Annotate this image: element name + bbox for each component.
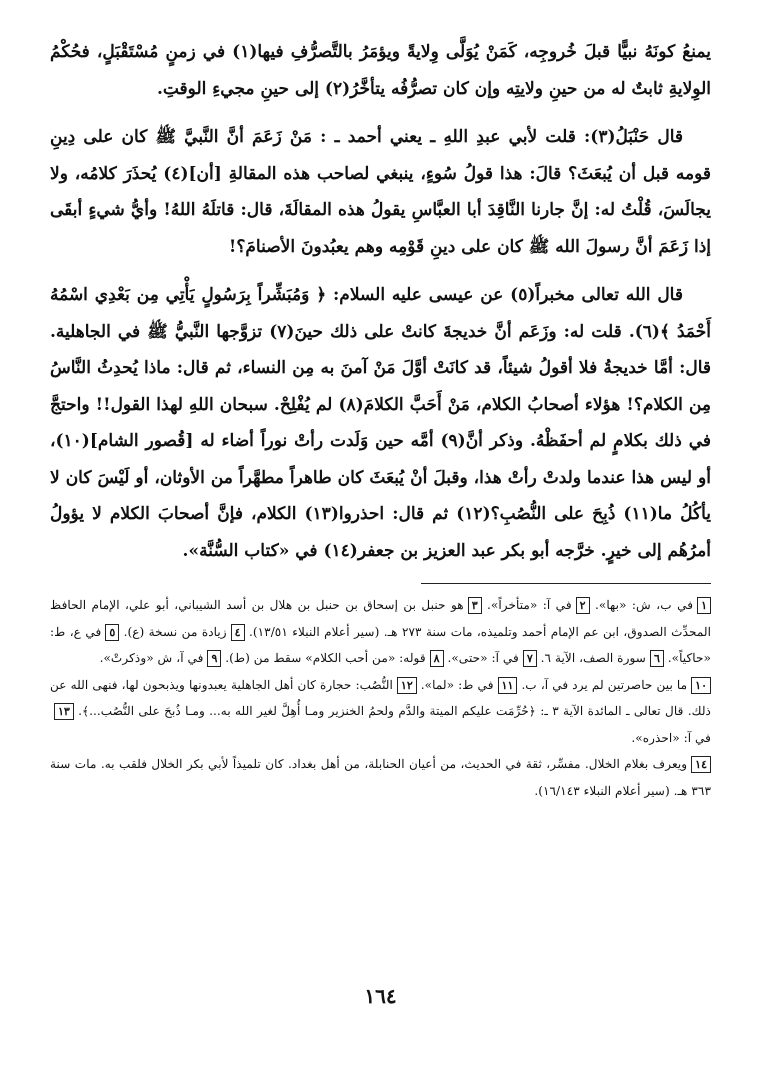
footnote-text: في ط: «لما». bbox=[420, 677, 494, 692]
footnote bbox=[100, 651, 222, 665]
footnote-number: ١٠ bbox=[691, 677, 711, 694]
footnote-number: ٨ bbox=[430, 650, 444, 667]
footnote-divider bbox=[421, 583, 711, 584]
footnote-number: ١٣ bbox=[54, 703, 74, 720]
footnote-text: سورة الصف، الآية ٦. bbox=[540, 651, 646, 665]
footnote-number: ١١ bbox=[498, 677, 518, 694]
footnote-text: زيادة من نسخة (ع). bbox=[123, 624, 227, 639]
footnote bbox=[50, 757, 711, 798]
footnote-text: هو حنبل بن إسحاق بن حنبل بن هلال بن أسد الشيباني، أبو علي، الإمام الحافظ المحدِّث الصدوق، ابن عم الإمام أحمد وتلميذه، مات سنة ٢٧٣ هـ. (سير أعلام النبلاء ١٣/٥١). bbox=[50, 598, 711, 639]
footnote-text: في ع، ط: «حاكياً». bbox=[50, 624, 711, 665]
footnote bbox=[221, 651, 443, 665]
footnote-number: ٩ bbox=[207, 650, 221, 667]
footnote bbox=[444, 651, 537, 665]
footnote bbox=[590, 598, 711, 612]
footnote-number: ١٢ bbox=[397, 677, 417, 694]
page-number: ١٦٤ bbox=[364, 984, 397, 1008]
footnote bbox=[537, 651, 664, 665]
footnote bbox=[417, 678, 518, 692]
footnote-text: ما بين حاصرتين لم يرد في آ، ب. bbox=[521, 677, 688, 692]
footnote-text: قوله: «من أحب الكلام» سقط من (ط). bbox=[225, 651, 426, 665]
footnote-number: ١ bbox=[697, 597, 711, 614]
footnote-text: النُّصُب: حجارة كان أهل الجاهلية يعبدونها ويذبحون لها، فنهى الله عن ذلك. قال تعالى ـ المائدة الآية ٣ ـ: ﴿حُرِّمَت عليكم الميتة والدَّم ولحمُ الخنزير ومـا أُهِلَّ لغير الله به... ومـا ذُبحَ على النُّصُب...﴾. bbox=[50, 677, 711, 718]
footnote bbox=[517, 678, 711, 692]
footnote-number: ١٤ bbox=[691, 756, 711, 773]
footnote bbox=[482, 598, 590, 612]
footnote-text: ويعرف بغلام الخلال. مفسِّر، ثقة في الحديث، من أعيان الحنابلة، من أهل بغداد. كان تلميذاً لأبي بكر الخلال فلقب به. مات سنة ٣٦٣ هـ. (سير أعلام النبلاء ١٦/١٤٣). bbox=[50, 757, 711, 798]
footnote-text: في آ: «متأخراً». bbox=[487, 598, 572, 612]
main-paragraph: يمنعُ كونَهُ نبيًّا قبلَ خُروجِه، كَمَنْ يُوَلَّى وِلايةً ويؤمَرُ بالتَّصرُّفِ فيها(١) في زمنٍ مُسْتَقْبَلٍ، فحُكْمُ الوِلايةِ ثابتٌ له من حينِ ولايتِه وإن كان تصرُّفُه يتأخَّرُ(٢) إلى حينِ مجيءِ الوقتِ. bbox=[50, 42, 711, 99]
main-paragraph: قال الله تعالى مخبراً(٥) عن عيسى عليه السلام: ﴿ وَمُبَشِّراً بِرَسُولٍ يَأْتِي مِن بَعْدِي اسْمُهُ أَحْمَدُ ﴾(٦). قلت له: وزَعَم أنَّ خديجةَ كانتْ على ذلك حينَ(٧) تزوَّجها النَّبيُّ ﷺ في الجاهلية. قال: أمَّا خديجةُ فلا أقولُ شيئاً، قد كانَتْ أوَّلَ مَنْ آمنَ به مِن النساء، ثم قال: ماذا يُحدِثُ النَّاسُ مِن الكلام؟! هؤلاء أصحابُ الكلام، مَنْ أَحَبَّ الكلامَ(٨) لم يُفْلِحْ. سبحان اللهِ لهذا القول!! واحتجَّ في ذلك بكلامٍ لم أحفَظْهُ. وذكر أنَّ(٩) أمَّه حين وَلَدت رأتْ نوراً أضاء له [قُصور الشام](١٠)، أو ليس هذا عندما ولدتْ رأتْ هذا، وقبلَ أنْ يُبعَثَ كان طاهراً مطهَّراً من الأوثان، أو لَيْسَ كان لا يأكُلُ ما(١١) ذُبِحَ على النُّصُبِ؟(١٢) ثم قال: احذروا(١٣) الكلام، فإنَّ أصحابَ الكلام لا يؤولُ أمرُهُم إلى خيرٍ. خرَّجه أبو بكر عبد العزيز بن جعفر(١٤) في «كتاب السُّنَّة». bbox=[50, 285, 711, 561]
footnote-number: ٦ bbox=[650, 650, 664, 667]
footnote-number: ٧ bbox=[523, 650, 537, 667]
footnote-text: في آ: «حتى». bbox=[447, 651, 519, 665]
footnote bbox=[119, 625, 244, 639]
footnote-number: ٣ bbox=[468, 597, 482, 614]
footnote-text: في ب، ش: «بها». bbox=[594, 598, 694, 612]
footnote-number: ٥ bbox=[105, 624, 119, 641]
footnote-text: في آ: «احذره». bbox=[631, 730, 711, 745]
footnotes bbox=[50, 592, 711, 804]
main-paragraph: قال حَنْبَلُ(٣): قلت لأبي عبدِ اللهِ ـ يعني أحمد ـ : مَنْ زَعَمَ أنَّ النَّبيَّ ﷺ كان على دِينِ قومه قبل أن يُبعَثَ؟ قالَ: هذا قولُ سُوءٍ، ينبغي لصاحب هذه المقالةِ [أن](٤) يُحذَرَ كلامُه، ولا يجالَسَ، قُلْتُ له: إنَّ جارنا النَّاقِدَ أبا العبَّاسِ يقولُ هذه المقالَةَ، قال: قاتلَهُ اللهُ! وأيُّ شيءٍ أبقَى إذا زَعَمَ أنَّ رسولَ الله ﷺ كان على دينِ قَوْمِه وهم يعبُدونَ الأصنامَ؟! bbox=[50, 127, 711, 257]
footnote-number: ٤ bbox=[231, 624, 245, 641]
footnote-number: ٢ bbox=[576, 597, 590, 614]
footnote-text: في آ، ش «وذكرتْ». bbox=[99, 651, 204, 665]
